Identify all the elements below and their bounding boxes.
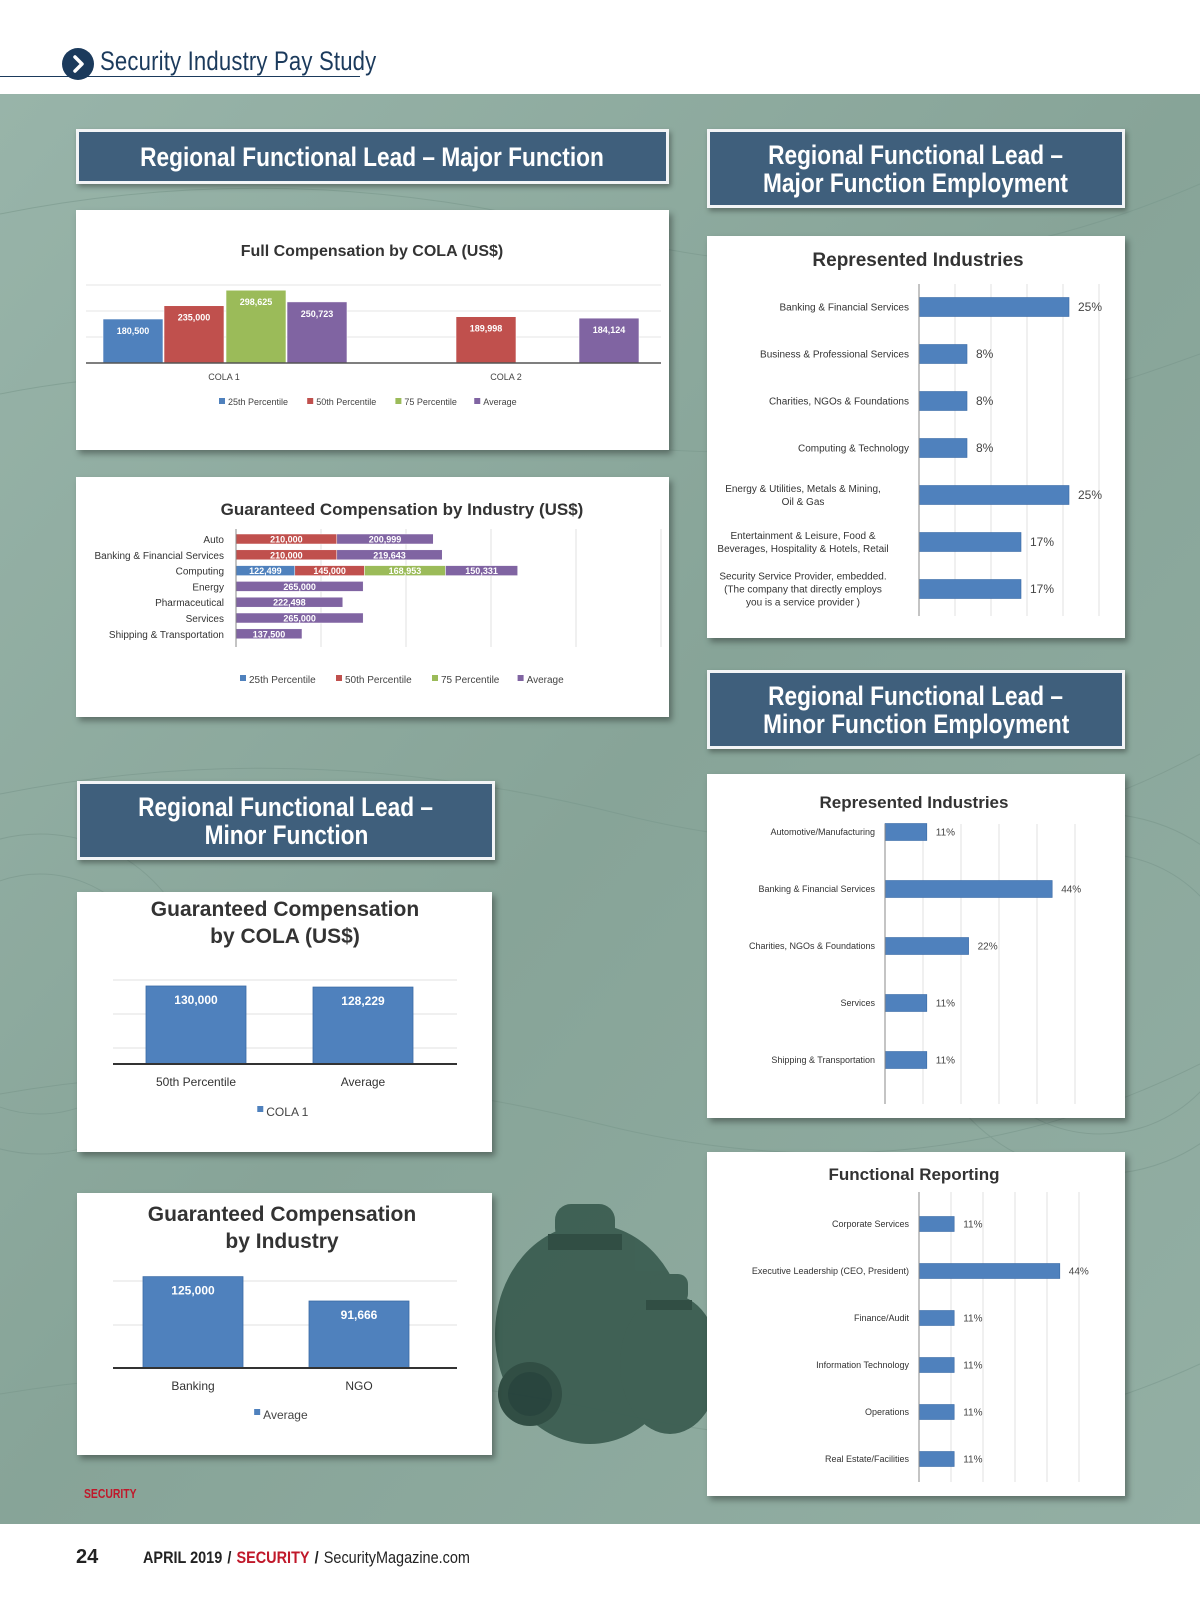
full-comp-legend-0: 25th Percentile bbox=[228, 397, 289, 407]
full-comp-bar-label-1-1: 189,998 bbox=[469, 323, 503, 334]
guar-industry-minor-legend-0: Average bbox=[263, 1408, 308, 1422]
rep-minor-bar-1 bbox=[885, 881, 1052, 898]
rep-major-bar-label-2: 8% bbox=[976, 394, 994, 409]
full-comp-legend-2: 75 Percentile bbox=[404, 397, 457, 407]
page-header bbox=[0, 0, 1200, 94]
guar-industry-minor-legend-swatch-0 bbox=[254, 1409, 260, 1415]
func-rep-bar-2 bbox=[919, 1311, 954, 1326]
footer-issue-date: APRIL 2019 bbox=[143, 1548, 223, 1567]
func-rep-bar-label-0: 11% bbox=[963, 1219, 983, 1231]
rep-major-bar-label-4: 25% bbox=[1078, 488, 1103, 503]
func-rep-bar-1 bbox=[919, 1264, 1060, 1279]
chart-represented-minor bbox=[707, 774, 1125, 1118]
guar-industry-bar-label-3-3: 265,000 bbox=[283, 581, 316, 592]
guar-industry-legend-swatch-3 bbox=[518, 675, 524, 681]
guar-industry-minor-x-tick-1: NGO bbox=[345, 1379, 373, 1393]
rep-major-y-tick-6-0: Security Service Provider, embedded. bbox=[719, 571, 887, 583]
guar-cola-minor-x-tick-1: Average bbox=[340, 1075, 386, 1089]
chart-guar-comp-industry-minor bbox=[77, 1193, 492, 1455]
func-rep-bar-4 bbox=[919, 1405, 954, 1420]
guar-industry-minor-x-tick-0: Banking bbox=[171, 1379, 215, 1393]
page-title: Security Industry Pay Study bbox=[100, 46, 377, 76]
banner-minor-employment-line-1: Regional Functional Lead – bbox=[768, 680, 1064, 711]
rep-minor-y-tick-2-0: Charities, NGOs & Foundations bbox=[748, 941, 875, 952]
banner-minor-function-line-1: Regional Functional Lead – bbox=[138, 791, 434, 822]
rep-major-bar-label-1: 8% bbox=[976, 347, 994, 362]
rep-major-bar-6 bbox=[919, 580, 1021, 599]
security-watermark: SECURITY bbox=[84, 1486, 137, 1501]
chart-guar-comp-industry bbox=[76, 477, 669, 717]
full-comp-x-tick-1: COLA 2 bbox=[490, 372, 522, 382]
func-rep-bar-5 bbox=[919, 1452, 954, 1467]
rep-major-y-tick-1-0: Business & Professional Services bbox=[760, 349, 909, 361]
rep-major-y-tick-6-1: (The company that directly employs bbox=[724, 584, 882, 596]
banner-major-employment bbox=[707, 129, 1125, 208]
full-comp-legend-swatch-3 bbox=[474, 398, 480, 404]
guar-industry-legend-2: 75 Percentile bbox=[441, 675, 500, 686]
guar-industry-minor-bar-label-1: 91,666 bbox=[340, 1308, 378, 1323]
guar-industry-y-tick-2: Computing bbox=[175, 566, 224, 578]
guar-cola-minor-legend-swatch-0 bbox=[257, 1106, 263, 1112]
guar-cola-minor-title-0: Guaranteed Compensation bbox=[150, 898, 420, 921]
guar-industry-y-tick-6: Shipping & Transportation bbox=[108, 629, 224, 641]
rep-major-title-0: Represented Industries bbox=[812, 250, 1024, 271]
banner-minor-function-line-2: Minor Function bbox=[204, 819, 368, 850]
guar-industry-y-tick-1: Banking & Financial Services bbox=[94, 550, 224, 562]
guar-industry-title-0: Guaranteed Compensation by Industry (US$) bbox=[220, 500, 584, 519]
banner-major-employment-line-1: Regional Functional Lead – bbox=[768, 139, 1064, 170]
rep-major-y-tick-4-0: Energy & Utilities, Metals & Mining, bbox=[725, 484, 881, 495]
func-rep-y-tick-3-0: Information Technology bbox=[816, 1360, 909, 1371]
guar-industry-y-tick-3: Energy bbox=[192, 582, 224, 594]
banner-major-function-line-1: Regional Functional Lead – Major Function bbox=[140, 141, 605, 172]
func-rep-bar-3 bbox=[919, 1358, 954, 1373]
guar-industry-bar-label-5-3: 265,000 bbox=[283, 613, 316, 624]
guar-industry-y-tick-0: Auto bbox=[203, 535, 224, 546]
footer-brand: SECURITY bbox=[236, 1548, 310, 1567]
func-rep-y-tick-2-0: Finance/Audit bbox=[853, 1313, 909, 1324]
full-comp-title-0: Full Compensation by COLA (US$) bbox=[240, 243, 504, 260]
guar-industry-minor-title-0: Guaranteed Compensation bbox=[147, 1203, 417, 1226]
guar-industry-bar-label-0-1: 210,000 bbox=[270, 534, 303, 545]
full-comp-bar-label-0-1: 235,000 bbox=[177, 312, 211, 323]
func-rep-bar-label-1: 44% bbox=[1068, 1266, 1089, 1278]
rep-major-y-tick-3-0: Computing & Technology bbox=[798, 443, 909, 455]
guar-industry-legend-swatch-2 bbox=[432, 675, 438, 681]
guar-industry-legend-1: 50th Percentile bbox=[345, 675, 412, 686]
chart-guar-comp-cola-minor bbox=[77, 892, 492, 1152]
rep-major-bar-4 bbox=[919, 486, 1069, 505]
func-rep-title-0: Functional Reporting bbox=[828, 1165, 1000, 1184]
chart-full-comp-cola bbox=[76, 210, 669, 450]
chevron-right-icon bbox=[62, 48, 94, 80]
func-rep-y-tick-4-0: Operations bbox=[864, 1407, 909, 1418]
rep-minor-bar-label-3: 11% bbox=[935, 998, 956, 1010]
rep-minor-y-tick-3-0: Services bbox=[840, 998, 875, 1009]
full-comp-bar-label-1-3: 184,124 bbox=[592, 325, 626, 336]
rep-major-bar-label-0: 25% bbox=[1078, 300, 1103, 315]
rep-minor-bar-3 bbox=[885, 995, 927, 1012]
guar-cola-minor-bar-label-1: 128,229 bbox=[341, 994, 385, 1009]
guar-industry-legend-0: 25th Percentile bbox=[249, 675, 316, 686]
rep-major-y-tick-5-1: Beverages, Hospitality & Hotels, Retail bbox=[717, 544, 889, 555]
rep-minor-bar-label-0: 11% bbox=[935, 827, 956, 839]
rep-minor-y-tick-4-0: Shipping & Transportation bbox=[771, 1055, 875, 1066]
rep-major-bar-label-5: 17% bbox=[1030, 535, 1055, 550]
rep-minor-bar-label-1: 44% bbox=[1061, 884, 1082, 896]
banner-minor-employment bbox=[707, 670, 1125, 749]
rep-minor-title-0: Represented Industries bbox=[819, 793, 1009, 812]
rep-minor-bar-label-2: 22% bbox=[977, 941, 998, 953]
guar-industry-bar-label-2-3: 150,331 bbox=[465, 566, 498, 577]
page-footer bbox=[0, 1524, 1200, 1600]
rep-major-bar-0 bbox=[919, 298, 1069, 317]
rep-minor-bar-label-4: 11% bbox=[935, 1055, 956, 1067]
guar-industry-bar-label-1-1: 210,000 bbox=[270, 550, 303, 561]
func-rep-bar-0 bbox=[919, 1217, 954, 1232]
full-comp-legend-swatch-1 bbox=[307, 398, 313, 404]
func-rep-bar-label-2: 11% bbox=[963, 1313, 983, 1325]
guar-industry-bar-label-2-2: 168,953 bbox=[388, 566, 422, 577]
guar-cola-minor-title-1: by COLA (US$) bbox=[210, 925, 360, 948]
func-rep-bar-label-3: 11% bbox=[963, 1360, 983, 1372]
full-comp-legend-3: Average bbox=[483, 397, 517, 407]
rep-major-bar-label-3: 8% bbox=[976, 441, 994, 456]
chart-functional-reporting bbox=[707, 1152, 1125, 1496]
banner-minor-function bbox=[77, 781, 495, 860]
full-comp-x-tick-0: COLA 1 bbox=[208, 372, 240, 382]
rep-major-y-tick-6-2: you is a service provider ) bbox=[746, 597, 860, 609]
guar-cola-minor-x-tick-0: 50th Percentile bbox=[155, 1075, 237, 1089]
rep-major-y-tick-5-0: Entertainment & Leisure, Food & bbox=[730, 531, 876, 542]
rep-minor-bar-2 bbox=[885, 938, 969, 955]
func-rep-bar-label-4: 11% bbox=[963, 1407, 983, 1419]
rep-major-bar-2 bbox=[919, 392, 967, 411]
rep-minor-bar-0 bbox=[885, 824, 927, 841]
guar-industry-bar-label-1-3: 219,643 bbox=[373, 550, 406, 561]
rep-major-bar-5 bbox=[919, 533, 1021, 552]
banner-major-function bbox=[76, 129, 669, 184]
guar-industry-bar-label-2-1: 145,000 bbox=[313, 566, 346, 577]
guar-cola-minor-legend-0: COLA 1 bbox=[266, 1105, 309, 1119]
rep-minor-y-tick-0-0: Automotive/Manufacturing bbox=[770, 827, 875, 838]
guar-industry-minor-bar-label-0: 125,000 bbox=[171, 1283, 215, 1298]
guar-industry-bar-label-4-3: 222,498 bbox=[273, 597, 306, 608]
func-rep-y-tick-0-0: Corporate Services bbox=[831, 1219, 909, 1230]
guar-industry-bar-label-0-3: 200,999 bbox=[368, 534, 402, 545]
footer-site-link[interactable]: SecurityMagazine.com bbox=[323, 1548, 470, 1567]
func-rep-y-tick-1-0: Executive Leadership (CEO, President) bbox=[751, 1266, 909, 1277]
page-number: 24 bbox=[76, 1546, 99, 1568]
rep-major-y-tick-0-0: Banking & Financial Services bbox=[779, 302, 909, 314]
guar-industry-minor-title-1: by Industry bbox=[225, 1230, 339, 1253]
guar-industry-y-tick-5: Services bbox=[185, 614, 224, 625]
rep-major-bar-3 bbox=[919, 439, 967, 458]
guar-industry-legend-swatch-0 bbox=[240, 675, 246, 681]
guar-industry-legend-swatch-1 bbox=[336, 675, 342, 681]
rep-minor-bar-4 bbox=[885, 1052, 927, 1069]
banner-minor-employment-line-2: Minor Function Employment bbox=[762, 708, 1070, 739]
footer-issue-line: APRIL 2019 / SECURITY / SecurityMagazine.com bbox=[143, 1548, 470, 1567]
full-comp-legend-swatch-2 bbox=[395, 398, 401, 404]
rep-major-y-tick-4-1: Oil & Gas bbox=[781, 497, 825, 508]
full-comp-bar-label-0-2: 298,625 bbox=[239, 297, 273, 308]
rep-minor-y-tick-1-0: Banking & Financial Services bbox=[758, 884, 875, 895]
func-rep-bar-label-5: 11% bbox=[963, 1454, 983, 1466]
chart-represented-major bbox=[707, 236, 1125, 638]
full-comp-bar-label-0-3: 250,723 bbox=[300, 308, 334, 319]
rep-major-bar-1 bbox=[919, 345, 967, 364]
full-comp-bar-label-0-0: 180,500 bbox=[116, 326, 150, 337]
func-rep-y-tick-5-0: Real Estate/Facilities bbox=[824, 1454, 909, 1465]
rep-major-y-tick-2-0: Charities, NGOs & Foundations bbox=[768, 396, 909, 408]
full-comp-legend-swatch-0 bbox=[219, 398, 225, 404]
rep-major-bar-label-6: 17% bbox=[1030, 582, 1055, 597]
guar-industry-bar-label-2-0: 122,499 bbox=[249, 566, 282, 577]
guar-industry-legend-3: Average bbox=[526, 675, 564, 686]
banner-major-employment-line-2: Major Function Employment bbox=[763, 167, 1069, 198]
guar-industry-bar-label-6-3: 137,500 bbox=[252, 629, 286, 640]
full-comp-legend-1: 50th Percentile bbox=[316, 397, 377, 407]
guar-industry-y-tick-4: Pharmaceutical bbox=[155, 598, 224, 610]
guar-cola-minor-bar-label-0: 130,000 bbox=[174, 993, 218, 1007]
